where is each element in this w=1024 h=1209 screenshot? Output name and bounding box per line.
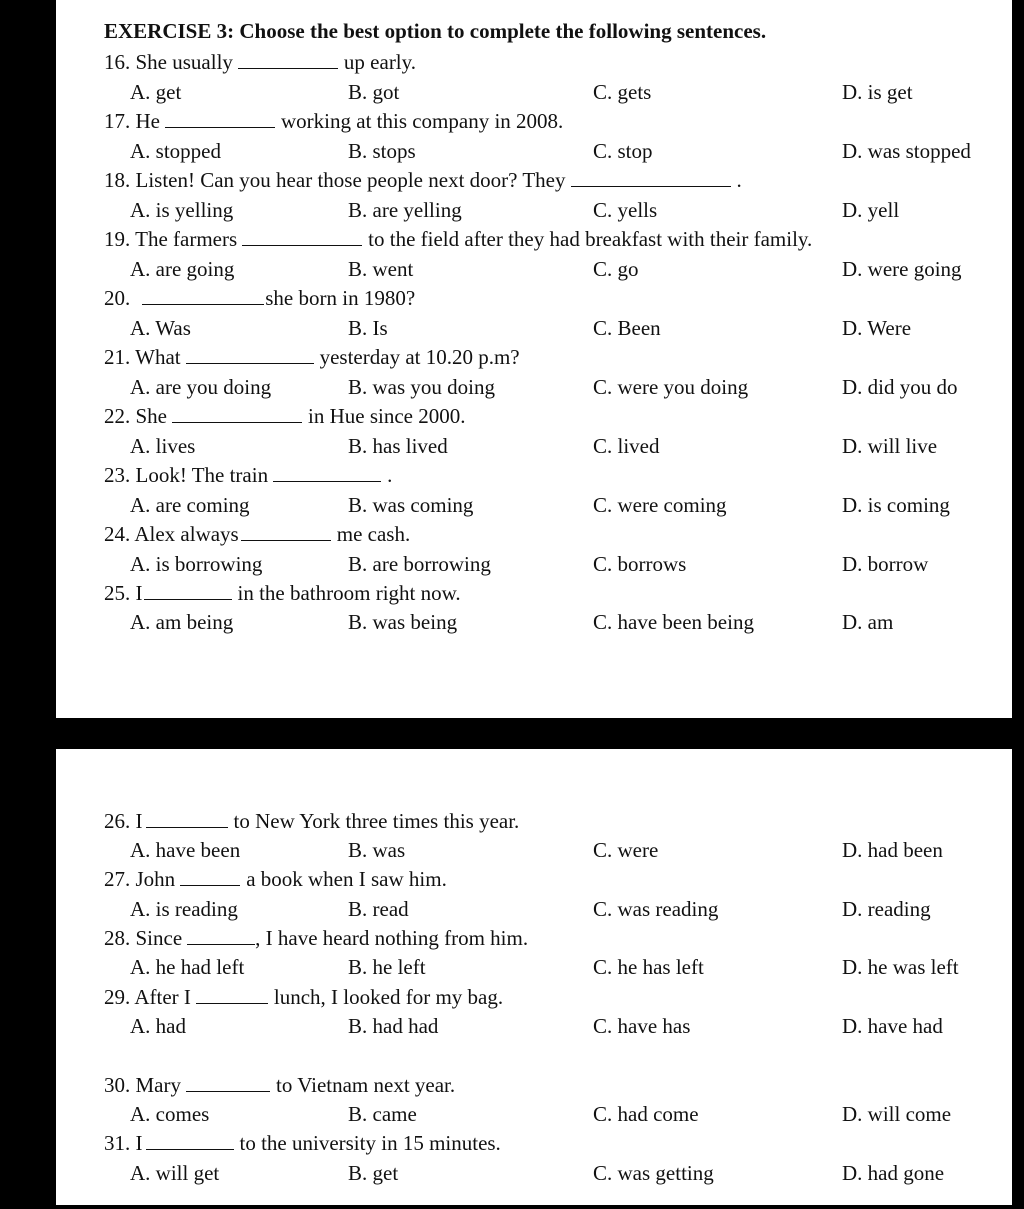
q28-option-b: B. he left: [348, 955, 426, 979]
q23-option-d: D. is coming: [842, 493, 950, 517]
q20-option-a: A. Was: [130, 316, 191, 340]
question-26: 26. I to New York three times this year.: [104, 809, 520, 833]
question-28: 28. Since , I have heard nothing from him.: [104, 926, 529, 950]
q19-option-c: C. go: [593, 257, 639, 281]
q25-option-b: B. was being: [348, 610, 458, 634]
q27-option-c: C. was reading: [593, 897, 719, 921]
q31-option-d: D. had gone: [842, 1161, 945, 1185]
q23-option-b: B. was coming: [348, 493, 474, 517]
q21-option-d: D. did you do: [842, 375, 958, 399]
q29-option-b: B. had had: [348, 1014, 439, 1038]
question-29: 29. After I lunch, I looked for my bag.: [104, 985, 504, 1009]
q18-option-a: A. is yelling: [130, 198, 234, 222]
q24-option-c: C. borrows: [593, 552, 687, 576]
q17-option-d: D. was stopped: [842, 139, 971, 163]
q18-option-b: B. are yelling: [348, 198, 462, 222]
q28-option-a: A. he had left: [130, 955, 245, 979]
question-24: 24. Alex always me cash.: [104, 522, 411, 546]
question-23: 23. Look! The train .: [104, 463, 393, 487]
question-25: 25. I in the bathroom right now.: [104, 581, 461, 605]
q26-option-d: D. had been: [842, 838, 943, 862]
q27-option-b: B. read: [348, 897, 409, 921]
question-22: 22. She in Hue since 2000.: [104, 404, 466, 428]
q28-option-d: D. he was left: [842, 955, 959, 979]
q17-option-a: A. stopped: [130, 139, 221, 163]
q31-option-a: A. will get: [130, 1161, 220, 1185]
q16-option-a: A. get: [130, 80, 182, 104]
q23-option-a: A. are coming: [130, 493, 250, 517]
q24-option-d: D. borrow: [842, 552, 929, 576]
q27-option-d: D. reading: [842, 897, 931, 921]
worksheet-page-2: [56, 749, 1012, 1205]
q30-option-d: D. will come: [842, 1102, 952, 1126]
q25-option-d: D. am: [842, 610, 894, 634]
q17-option-c: C. stop: [593, 139, 653, 163]
q22-option-d: D. will live: [842, 434, 938, 458]
q19-option-d: D. were going: [842, 257, 962, 281]
q17-option-b: B. stops: [348, 139, 416, 163]
q30-option-b: B. came: [348, 1102, 417, 1126]
q19-option-a: A. are going: [130, 257, 235, 281]
q29-option-a: A. had: [130, 1014, 186, 1038]
q24-option-b: B. are borrowing: [348, 552, 491, 576]
q20-option-c: C. Been: [593, 316, 661, 340]
q27-option-a: A. is reading: [130, 897, 238, 921]
question-19: 19. The farmers to the field after they had breakfast with their family.: [104, 227, 813, 251]
q28-option-c: C. he has left: [593, 955, 704, 979]
q25-option-a: A. am being: [130, 610, 234, 634]
q29-option-d: D. have had: [842, 1014, 943, 1038]
q30-option-c: C. had come: [593, 1102, 699, 1126]
q26-option-c: C. were: [593, 838, 659, 862]
q21-option-b: B. was you doing: [348, 375, 495, 399]
q26-option-a: A. have been: [130, 838, 241, 862]
q22-option-c: C. lived: [593, 434, 660, 458]
q20-option-b: B. Is: [348, 316, 388, 340]
question-30: 30. Mary to Vietnam next year.: [104, 1073, 456, 1097]
q22-option-b: B. has lived: [348, 434, 448, 458]
q16-option-b: B. got: [348, 80, 400, 104]
q24-option-a: A. is borrowing: [130, 552, 263, 576]
question-17: 17. He working at this company in 2008.: [104, 109, 564, 133]
q26-option-b: B. was: [348, 838, 406, 862]
q31-option-b: B. get: [348, 1161, 399, 1185]
question-27: 27. John a book when I saw him.: [104, 867, 447, 891]
q29-option-c: C. have has: [593, 1014, 691, 1038]
q16-option-c: C. gets: [593, 80, 652, 104]
q23-option-c: C. were coming: [593, 493, 727, 517]
question-20: 20. she born in 1980?: [104, 286, 416, 310]
question-31: 31. I to the university in 15 minutes.: [104, 1131, 501, 1155]
q16-option-d: D. is get: [842, 80, 913, 104]
q31-option-c: C. was getting: [593, 1161, 714, 1185]
q30-option-a: A. comes: [130, 1102, 210, 1126]
q20-option-d: D. Were: [842, 316, 912, 340]
q18-option-d: D. yell: [842, 198, 900, 222]
exercise-title: EXERCISE 3: Choose the best option to complete the following sentences.: [104, 19, 767, 43]
q22-option-a: A. lives: [130, 434, 196, 458]
question-21: 21. What yesterday at 10.20 p.m?: [104, 345, 520, 369]
q18-option-c: C. yells: [593, 198, 658, 222]
question-16: 16. She usually up early.: [104, 50, 417, 74]
q21-option-c: C. were you doing: [593, 375, 749, 399]
q19-option-b: B. went: [348, 257, 414, 281]
question-18: 18. Listen! Can you hear those people next door? They .: [104, 168, 742, 192]
q21-option-a: A. are you doing: [130, 375, 272, 399]
worksheet-page-1: [56, 0, 1012, 718]
q25-option-c: C. have been being: [593, 610, 754, 634]
